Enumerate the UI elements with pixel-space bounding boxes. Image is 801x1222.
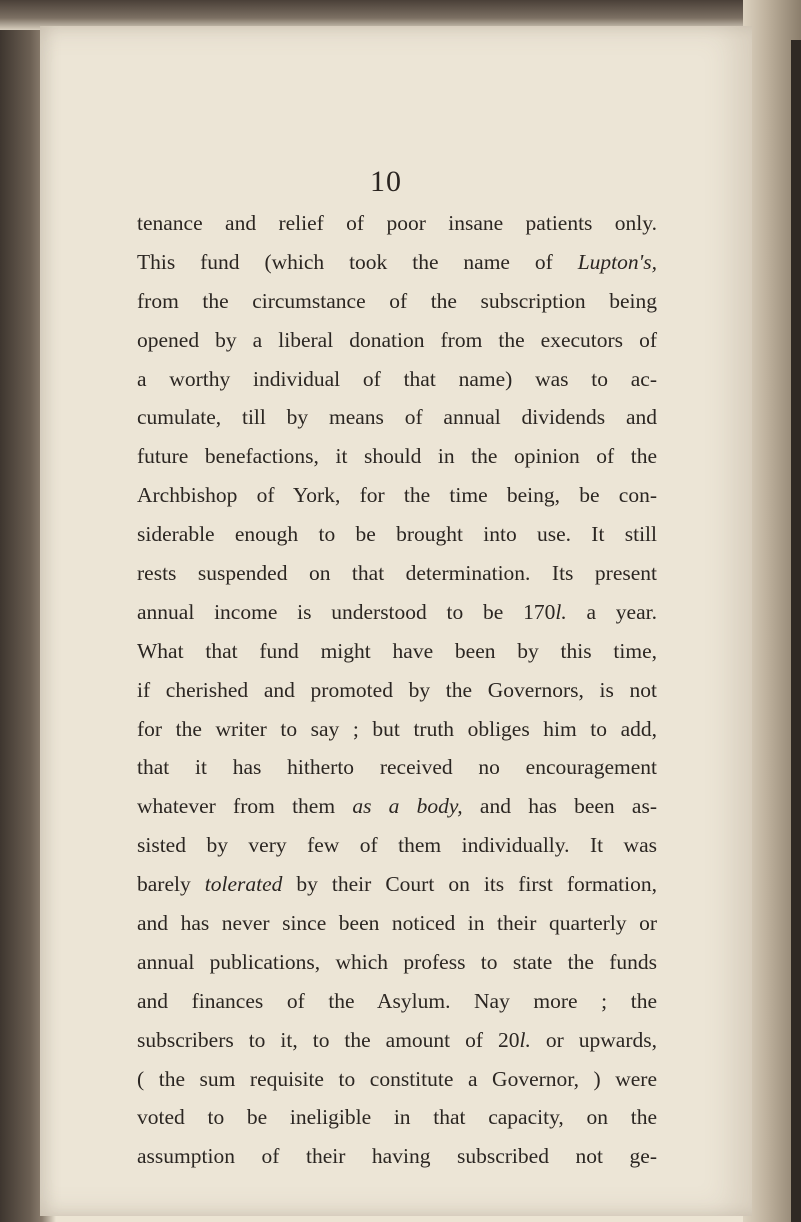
text-line: [137, 437, 657, 476]
text-line: [137, 865, 657, 904]
text-segment: future benefactions, it should in the opinion of the: [137, 444, 657, 469]
text-line: [137, 554, 657, 593]
text-line: [137, 515, 657, 554]
text-line: [137, 982, 657, 1021]
text-segment: ( the sum requisite to constitute a Governor, ) were: [137, 1066, 657, 1091]
text-line: [137, 1021, 657, 1060]
text-line: [137, 787, 657, 826]
text-segment: l.: [519, 1027, 531, 1052]
text-line: [137, 321, 657, 360]
text-segment: as a body,: [352, 794, 463, 819]
text-segment: and finances of the Asylum. Nay more ; the: [137, 988, 657, 1013]
text-segment: rests suspended on that determination. Its present: [137, 561, 657, 586]
text-line: [137, 1137, 657, 1176]
text-segment: by their Court on its first formation,: [282, 872, 658, 897]
text-segment: siderable enough to be brought into use. It still: [137, 522, 657, 547]
text-segment: This fund (which took the name of: [137, 249, 578, 274]
book-spine-shadow: [791, 40, 801, 1222]
text-segment: What that fund might have been by this time,: [137, 638, 657, 663]
text-segment: subscribers to it, to the amount of 20: [137, 1027, 520, 1052]
text-segment: l.: [555, 599, 567, 624]
text-segment: from the circumstance of the subscription being: [137, 288, 657, 313]
text-line: [137, 1098, 657, 1137]
text-line: [137, 710, 657, 749]
text-line: [137, 943, 657, 982]
body-text: [137, 204, 657, 1176]
text-segment: and has never since been noticed in their quarterly or: [137, 911, 657, 936]
text-line: [137, 204, 657, 243]
text-line: [137, 243, 657, 282]
text-segment: a year.: [566, 599, 657, 624]
text-segment: for the writer to say ; but truth obliges him to add,: [137, 716, 657, 741]
text-segment: that it has hitherto received no encouragement: [137, 755, 657, 780]
text-segment: and has been as-: [462, 794, 657, 819]
text-segment: annual publications, which profess to state the funds: [137, 949, 657, 974]
text-segment: sisted by very few of them individually. It was: [137, 833, 657, 858]
text-segment: a worthy individual of that name) was to ac-: [137, 366, 657, 391]
text-segment: tolerated: [204, 872, 283, 897]
text-segment: opened by a liberal donation from the executors of: [137, 327, 657, 352]
text-segment: whatever from them: [137, 794, 353, 819]
text-line: [137, 476, 657, 515]
text-line: [137, 398, 657, 437]
text-segment: tenance and relief of poor insane patients only.: [137, 211, 657, 235]
text-segment: cumulate, till by means of annual dividends and: [137, 405, 657, 430]
text-segment: barely: [137, 872, 205, 897]
text-segment: or upwards,: [530, 1027, 657, 1052]
text-segment: if cherished and promoted by the Governors, is not: [137, 677, 657, 702]
text-line: [137, 593, 657, 632]
text-line: [137, 282, 657, 321]
text-segment: annual income is understood to be 170: [137, 599, 556, 624]
text-line: [137, 904, 657, 943]
text-line: [137, 632, 657, 671]
text-line: [137, 748, 657, 787]
text-segment: Lupton's,: [577, 249, 657, 274]
page-number: 10: [370, 165, 402, 198]
text-line: [137, 1060, 657, 1099]
text-segment: voted to be ineligible in that capacity, on the: [137, 1105, 657, 1130]
text-line: [137, 360, 657, 399]
text-segment: Archbishop of York, for the time being, be con-: [137, 483, 657, 508]
text-segment: assumption of their having subscribed not ge-: [137, 1144, 657, 1169]
text-line: [137, 826, 657, 865]
text-line: [137, 671, 657, 710]
